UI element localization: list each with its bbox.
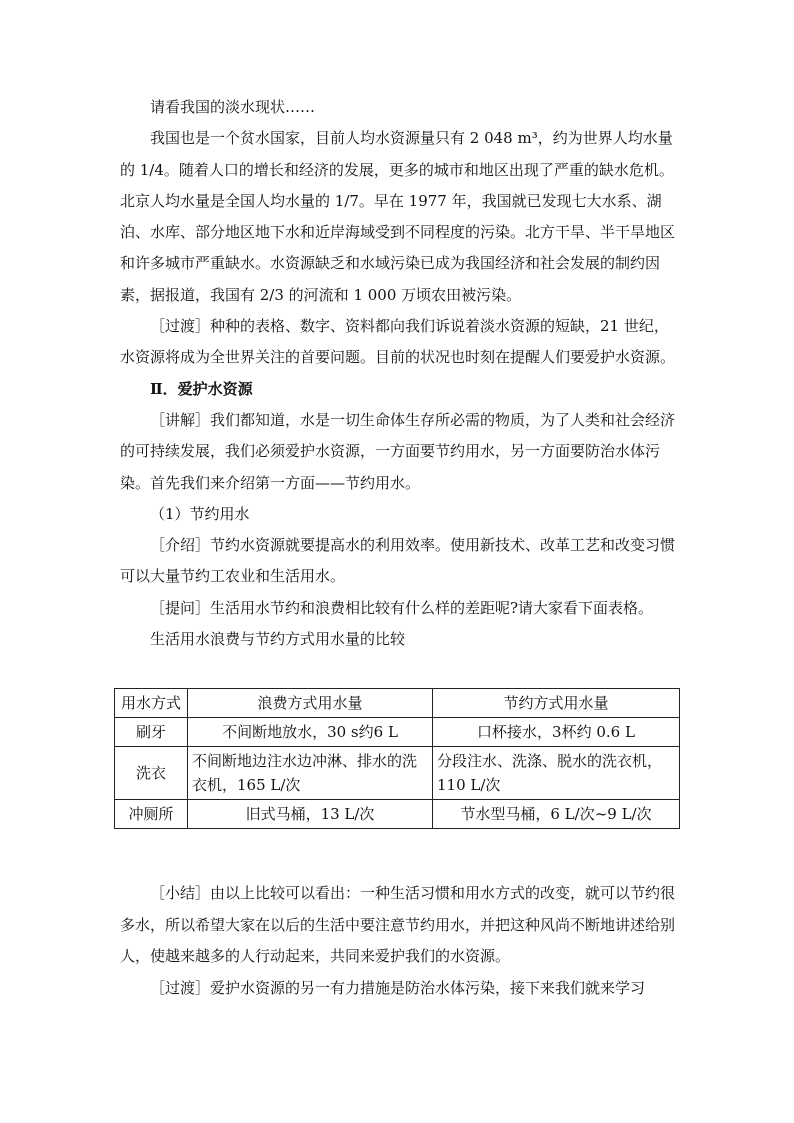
table-caption: 生活用水浪费与节约方式用水量的比较 xyxy=(150,630,406,649)
comparison-table xyxy=(114,688,680,829)
paragraph-summary: ［小结］由以上比较可以看出：一种生活习惯和用水方式的改变，就可以节约很多水，所以希望大家在以后的生活中要注意节约用水，并把这种风尚不断地讲述给别人，使越来越多的人行动起来，共同来爱护我们的水资源。 xyxy=(120,884,676,965)
table-cell: 冲厕所 xyxy=(115,800,188,829)
paragraph-intro: 请看我国的淡水现状…… xyxy=(150,98,316,116)
section-heading: Ⅱ．爱护水资源 xyxy=(150,379,253,398)
header-saving-mode: 节约方式用水量 xyxy=(433,689,680,718)
table-cell: 不间断地边注水边冲淋、排水的洗衣机，165 L/次 xyxy=(188,747,433,800)
table-cell: 口杯接水，3杯约 0.6 L xyxy=(433,718,680,747)
header-usage-mode: 用水方式 xyxy=(115,689,188,718)
paragraph-question: ［提问］生活用水节约和浪费相比较有什么样的差距呢?请大家看下面表格。 xyxy=(150,598,654,617)
body-text-continued xyxy=(120,878,680,1004)
body-text xyxy=(120,92,680,655)
table-cell: 旧式马桶，13 L/次 xyxy=(188,800,433,829)
paragraph-explanation: ［讲解］我们都知道，水是一切生命体生存所必需的物质，为了人类和社会经济的可持续发展，我们必须爱护水资源，一方面要节约用水，另一方面要防治水体污染。首先我们来介绍第一方面——节约用水。 xyxy=(120,410,676,492)
header-waste-mode: 浪费方式用水量 xyxy=(188,689,433,718)
table-cell: 不间断地放水，30 s约6 L xyxy=(188,718,433,747)
paragraph-introduction: ［介绍］节约水资源就要提高水的利用效率。使用新技术、改革工艺和改变习惯可以大量节约工农业和生活用水。 xyxy=(120,536,676,586)
subheading-save-water: （1）节约用水 xyxy=(150,504,250,523)
paragraph-water-status: 我国也是一个贫水国家，目前人均水资源量只有 2 048 m³，约为世界人均水量的 1/4。随着人口的增长和经济的发展，更多的城市和地区出现了严重的缺水危机。北京人均水量是全国人均水量的 1/7。早在 1977 年，我国就已发现七大水系、湖泊、水库、部分地区地下水和近岸海域受到不同程度的污染。北方干旱、半干旱地区和许多城市严重缺水。水资源缺乏和水域污染已成为我国经济和社会发展的制约因素，据报道，我国有 2/3 的河流和 1 000 万顷农田被污染。 xyxy=(120,129,676,304)
paragraph-transition-1: ［过渡］种种的表格、数字、资料都向我们诉说着淡水资源的短缺，21 世纪，水资源将成为全世界关注的首要问题。目前的状况也时刻在提醒人们要爱护水资源。 xyxy=(120,317,676,367)
table-cell: 洗衣 xyxy=(115,747,188,800)
table-cell: 分段注水、洗涤、脱水的洗衣机，110 L/次 xyxy=(433,747,680,800)
paragraph-transition-2: ［过渡］爱护水资源的另一有力措施是防治水体污染，接下来我们就来学习 xyxy=(150,978,646,997)
table-cell: 刷牙 xyxy=(115,718,188,747)
table-row xyxy=(115,718,680,747)
table-row xyxy=(115,800,680,829)
table-header-row xyxy=(115,689,680,718)
table-row xyxy=(115,747,680,800)
table-cell: 节水型马桶，6 L/次~9 L/次 xyxy=(433,800,680,829)
